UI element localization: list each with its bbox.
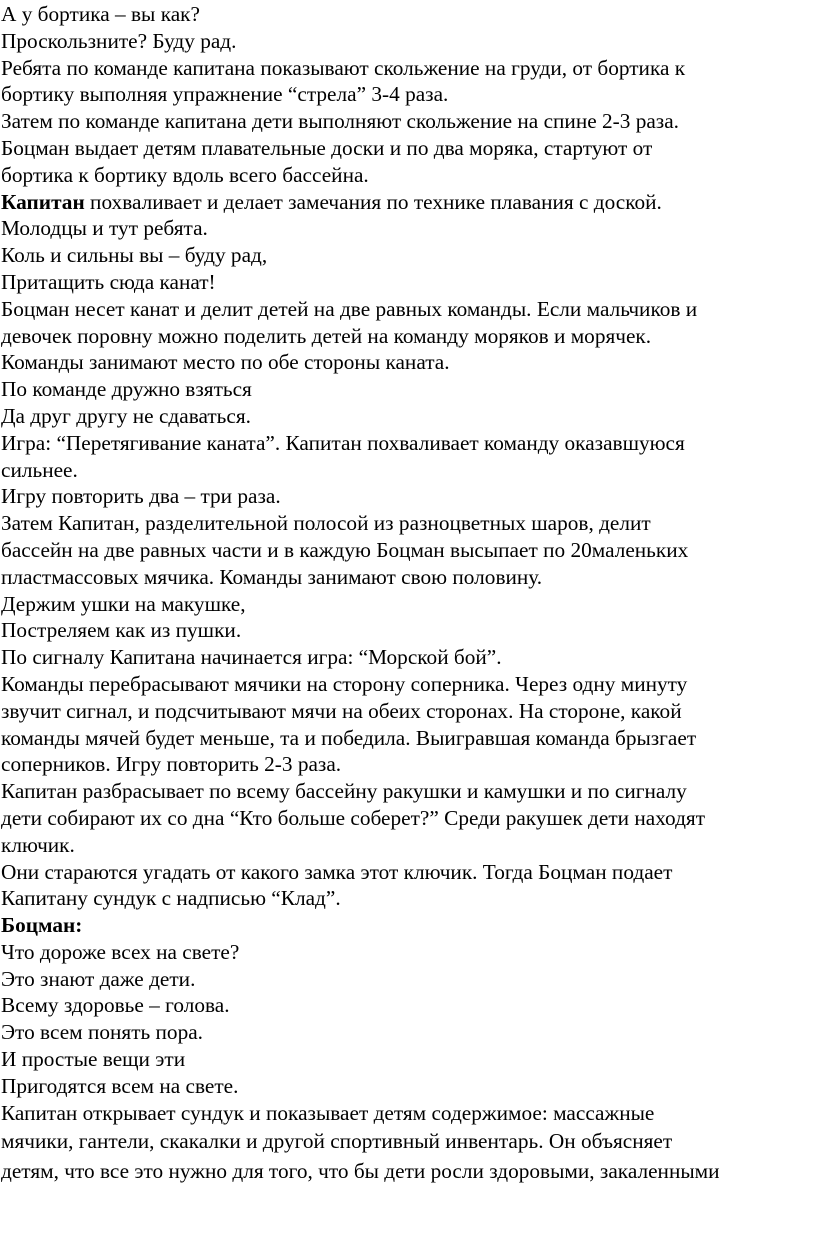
text-line: ключик. (1, 832, 75, 857)
text-line: Это знают даже дети. (1, 966, 196, 991)
text-line (1, 189, 813, 216)
text-line: Команды занимают место по обе стороны каната. (1, 350, 450, 375)
text-line: бортику выполняя упражнение “стрела” 3-4 раза. (1, 82, 449, 107)
text-line: Боцман несет канат и делит детей на две равных команды. Если мальчиков и (1, 296, 698, 321)
text-line: пластмассовых мячика. Команды занимают свою половину. (1, 564, 543, 589)
text-line: Молодцы и тут ребята. (1, 216, 208, 241)
text-line: Проскользните? Буду рад. (1, 28, 237, 53)
text-line: Всему здоровье – голова. (1, 993, 230, 1018)
text-line: мячики, гантели, скакалки и другой спортивный инвентарь. Он объясняет (1, 1129, 673, 1154)
text-line: Что дороже всех на свете? (1, 939, 240, 964)
text-line: Затем по команде капитана дети выполняют скольжение на спине 2-3 раза. (1, 109, 679, 134)
text-line: Держим ушки на макушке, (1, 591, 246, 616)
text-line: Затем Капитан, разделительной полосой из разноцветных шаров, делит (1, 511, 651, 536)
text-line: Да друг другу не сдаваться. (1, 403, 251, 428)
text-line: сильнее. (1, 457, 78, 482)
text-line: Ребята по команде капитана показывают скольжение на груди, от бортика к (1, 55, 686, 80)
text-line: Команды перебрасывают мячики на сторону соперника. Через одну минуту (1, 671, 688, 696)
text-line: Они стараются угадать от какого замка этот ключик. Тогда Боцман подает (1, 859, 673, 884)
speaker-label: Капитан (1, 189, 85, 214)
text-line: Это всем понять пора. (1, 1020, 204, 1045)
text-line: Капитан открывает сундук и показывает детям содержимое: массажные (1, 1100, 655, 1125)
text-line: дети собирают их со дна “Кто больше соберет?” Среди ракушек дети находят (1, 805, 706, 830)
text-line: Постреляем как из пушки. (1, 618, 242, 643)
text-line: девочек поровну можно поделить детей на команду моряков и морячек. (1, 323, 652, 348)
text-line: команды мячей будет меньше, та и победила. Выигравшая команда брызгает (1, 725, 697, 750)
text-line: А у бортика – вы как? (1, 2, 200, 26)
text-line: Боцман выдает детям плавательные доски и по два моряка, стартуют от (1, 135, 653, 160)
text-line: Притащить сюда канат! (1, 269, 216, 294)
text-line: Игру повторить два – три раза. (1, 484, 281, 509)
text-line: И простые вещи эти (1, 1047, 186, 1072)
text-line: По сигналу Капитана начинается игра: “Морской бой”. (1, 645, 502, 670)
document-page (1, 0, 813, 1186)
speaker-heading: Боцман: (1, 913, 83, 938)
text-line: бортика к бортику вдоль всего бассейна. (1, 162, 369, 187)
text-line: Капитан разбрасывает по всему бассейну ракушки и камушки и по сигналу (1, 779, 687, 804)
text-line: бассейн на две равных части и в каждую Боцман высыпает по 20маленьких (1, 537, 689, 562)
text-line: Капитану сундук с надписью “Клад”. (1, 886, 341, 911)
text-line-rest: похваливает и делает замечания по технике плавания с доской. (90, 189, 662, 214)
text-line: Игра: “Перетягивание каната”. Капитан похваливает команду оказавшуюся (1, 430, 685, 455)
text-line: детям, что все это нужно для того, что бы дети росли здоровыми, закаленными (1, 1159, 720, 1184)
text-line: звучит сигнал, и подсчитывают мячи на обеих сторонах. На стороне, какой (1, 698, 682, 723)
text-line: По команде дружно взяться (1, 377, 252, 402)
text-line: Коль и сильны вы – буду рад, (1, 243, 268, 268)
text-line: Пригодятся всем на свете. (1, 1073, 239, 1098)
text-line: соперников. Игру повторить 2-3 раза. (1, 752, 342, 777)
